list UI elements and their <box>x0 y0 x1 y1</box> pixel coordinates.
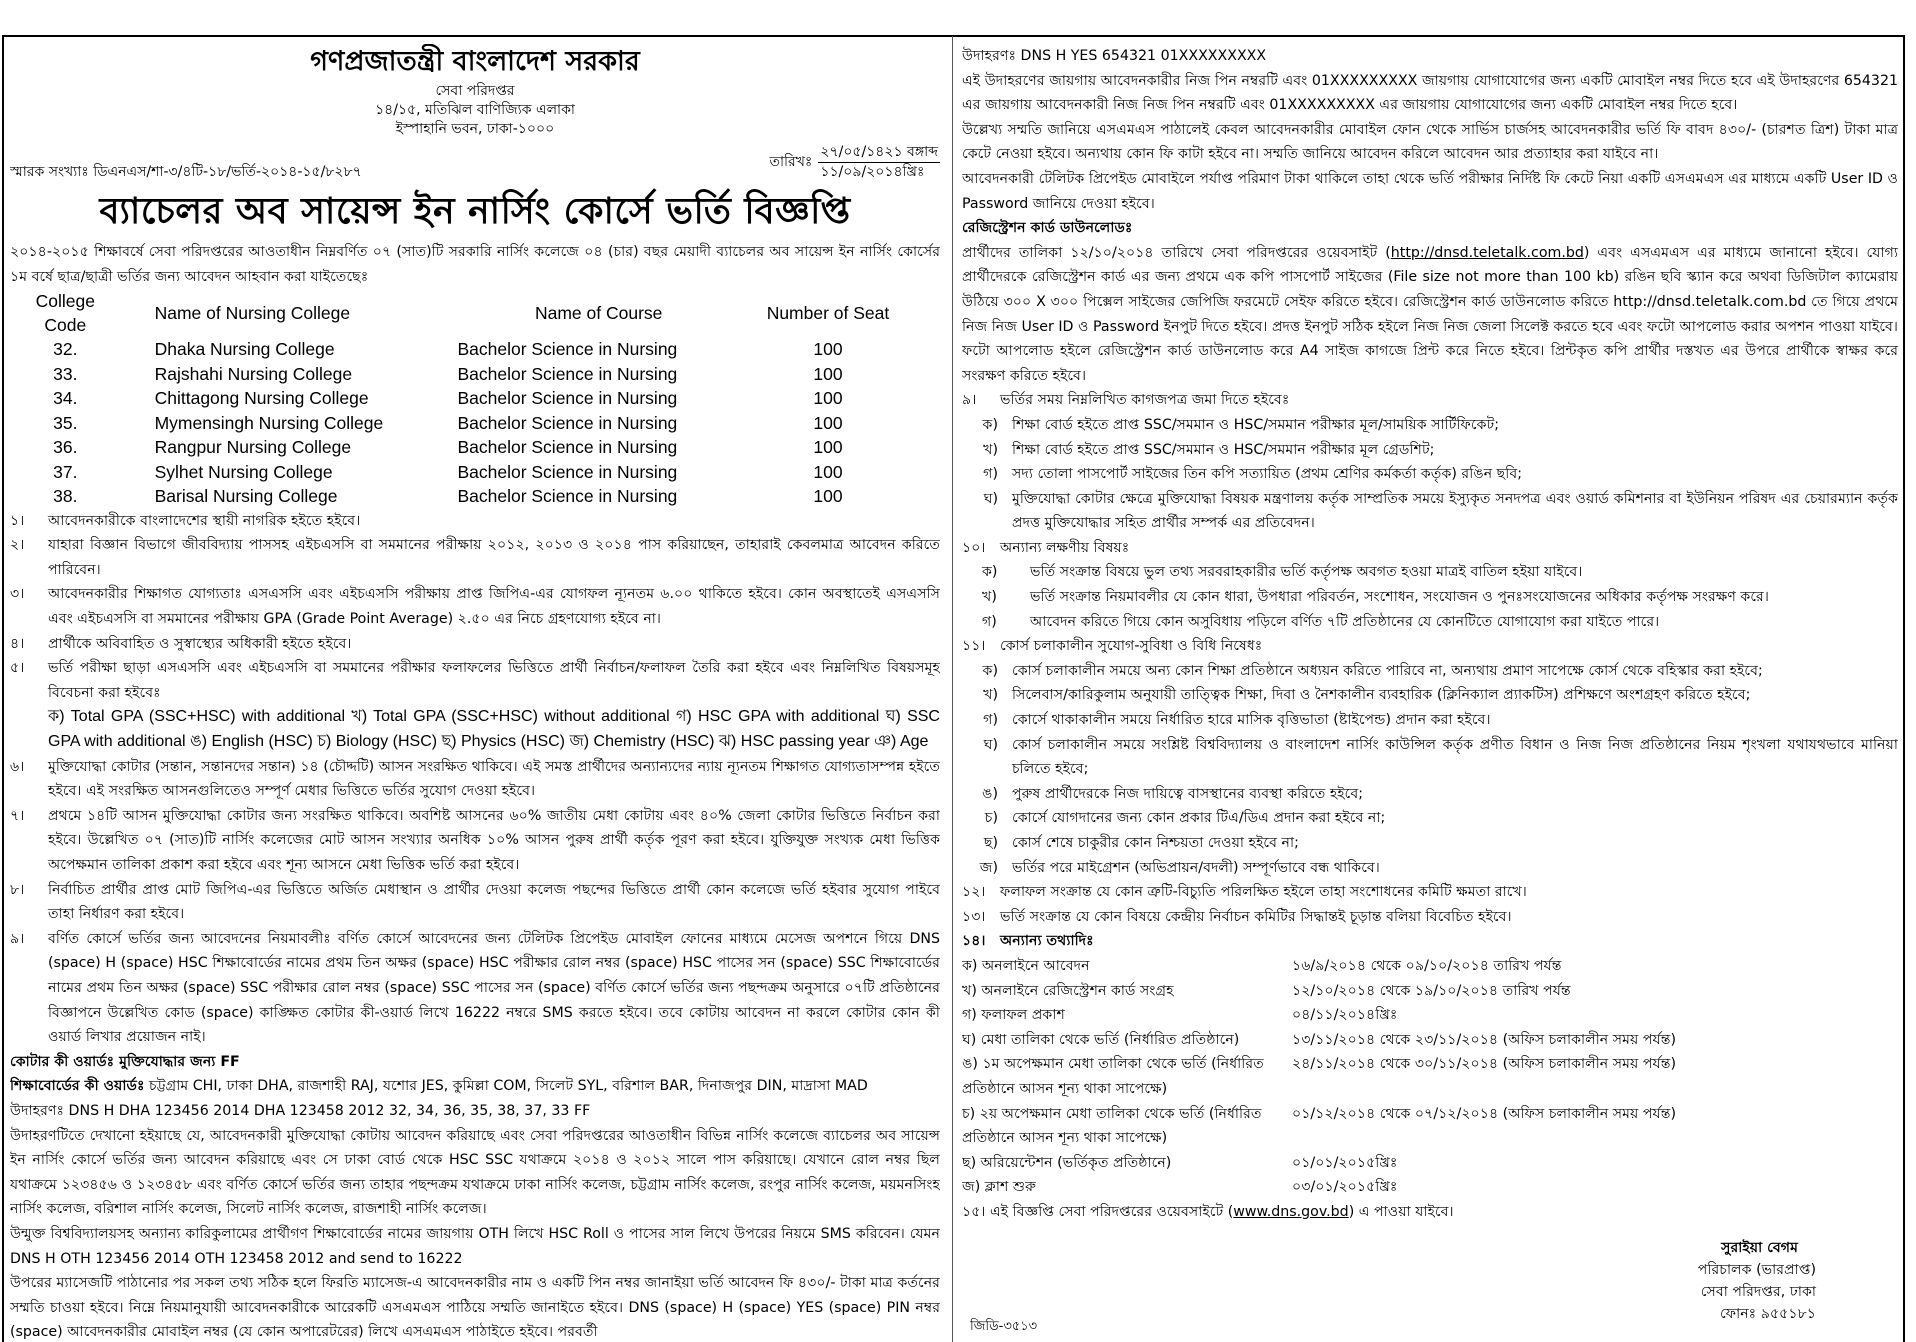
schedule-event: চ) ২য় অপেক্ষমান মেধা তালিকা থেকে ভর্তি (নির্ধারিত প্রতিষ্ঠানে আসন শূন্য থাকা সাপেক্ষে) <box>962 1105 1262 1147</box>
item-label: খ) <box>983 441 998 458</box>
website-note-text: ) এ পাওয়া যাইবে। <box>1348 1203 1454 1220</box>
cell-college: Rajshahi Nursing College <box>154 363 353 384</box>
col-header-college: Name of Nursing College <box>154 303 351 324</box>
sms-example-2: উদাহরণঃ DNS H YES 654321 01XXXXXXXXX <box>962 48 1267 64</box>
condition-number: ৮। <box>10 881 25 898</box>
cell-course: Bachelor Science in Nursing <box>457 339 678 360</box>
section-number: ৯। <box>962 392 977 409</box>
notice-title: ব্যাচেলর অব সায়েন্স ইন নার্সিং কোর্সে ভর্তি বিজ্ঞপ্তি <box>99 191 851 232</box>
schedule-row <box>962 954 1898 979</box>
col-header-course: Name of Course <box>534 303 663 324</box>
cell-seats: 100 <box>813 412 843 433</box>
condition-item <box>10 878 940 927</box>
schedule-date: ০১/০১/২০১৫খ্রিঃ <box>1292 1154 1398 1171</box>
section-title: কোর্স চলাকালীন সুযোগ-সুবিধা ও বিধি নিষেধঃ <box>1000 638 1263 655</box>
board-keywords-label: শিক্ষাবোর্ডের কী ওয়ার্ডঃ <box>10 1078 145 1095</box>
example-2-explanation: এই উদাহরণের জায়গায় আবেদনকারীর নিজ পিন নম্বরটি এবং 01XXXXXXXXX জায়গায় যোগাযোগের জন্য একটি মোবাইল নম্বর দিতে হবে এই উদাহরণের 654321 এর জায়গায় আবেদনকারী নিজ নিজ পিন নম্বরটি এবং 01XXXXXXXXX এর জায়গায় যোগাযোগের জন্য একটি মোবাইল নম্বর দিতে হবে। <box>962 72 1898 114</box>
facility-item <box>962 806 1898 831</box>
condition-text: নির্বাচিত প্রার্থীর প্রাপ্ত মোট জিপিএ-এর ভিত্তিতে অর্জিত মেধাস্থান ও প্রার্থীর দেওয়া কলেজ পছন্দের ভিত্তিতে প্রার্থী কোন কলেজে ভর্তি হইবার সুযোগ পাইবে তাহা নির্ধারণ করা হইবে। <box>48 881 940 923</box>
schedule-date: ১২/১০/২০১৪ থেকে ১৯/১০/২০১৪ তারিখ পর্যন্ত <box>1292 982 1571 999</box>
item-label: ক) <box>982 416 998 433</box>
cell-course: Bachelor Science in Nursing <box>457 412 678 433</box>
schedule-row <box>962 1151 1898 1176</box>
date-block <box>769 143 940 182</box>
facility-heading <box>962 634 1898 659</box>
schedule-row <box>962 1175 1898 1200</box>
notes-heading <box>962 536 1898 561</box>
section-text: ভর্তি সংক্রান্ত যে কোন বিষয়ে কেন্দ্রীয় নির্বাচন কমিটির সিদ্ধান্তই চূড়ান্ত বলিয়া বিবেচিত হইবে। <box>1000 908 1512 925</box>
left-column <box>10 44 940 1342</box>
condition-item <box>10 632 940 657</box>
board-keywords-list: চট্টগ্রাম CHI, ঢাকা DHA, রাজশাহী RAJ, যশোর JES, কুমিল্লা COM, সিলেট SYL, বরিশাল BAR, দিনাজপুর DIN, মাদ্রাসা MAD <box>149 1078 868 1095</box>
example-explanation: উদাহরণটিতে দেখানো হইয়াছে যে, আবেদনকারী মুক্তিযোদ্ধা কোটায় আবেদন করিয়াছে এবং সেবা পরিদপ্তরের আওতাধীন বিভিন্ন নার্সিং কলেজে ব্যাচেলর অব সায়েন্স ইন নার্সিং কোর্সে ভর্তির জন্য আবেদন করিয়াছে এবং সে ঢাকা বোর্ড থেকে HSC SSC যথাক্রমে ২০১৪ ও ২০১২ সালে পাস করিয়াছে। যেখানে রোল নম্বর ছিল যথাক্রমে ১২৩৪৫৬ ও ১২৩৪৫৮ এবং বর্ণিত কোর্সে ভর্তির জন্য তাহার পছন্দক্রম যথাক্রমে ঢাকা নার্সিং কলেজ, চট্টগ্রাম নার্সিং কলেজ, রংপুর নার্সিং কলেজ, ময়মনসিংহ নার্সিং কলেজ, বরিশাল নার্সিং কলেজ, সিলেট নার্সিং কলেজ, রাজশাহী নার্সিং কলেজ। <box>10 1127 940 1218</box>
item-text: কোর্স চলাকালীন সময়ে অন্য কোন শিক্ষা প্রতিষ্ঠানে অধ্যয়ন করিতে পারিবে না, অন্যথায় প্রমাণ সাপেক্ষে কোর্স থেকে বহিস্কার করা হইবে; <box>1012 662 1763 679</box>
schedule-date: ১৩/১১/২০১৪ থেকে ২৩/১১/২০১৪ (অফিস চলাকালীন সময় পর্যন্ত) <box>1292 1031 1677 1048</box>
facility-item <box>962 856 1898 881</box>
condition-text: আবেদনকারীকে বাংলাদেশের স্থায়ী নাগরিক হইতে হইবে। <box>48 512 361 529</box>
condition-number: ৯। <box>10 930 25 947</box>
item-label: ঘ) <box>983 490 998 507</box>
memo-number: স্মারক সংখ্যাঃ ডিএনএস/শা-৩/৪টি-১৮/ভর্তি-২০১৪-১৫/৮২৮৭ <box>10 164 362 180</box>
condition-number: ৭। <box>10 807 25 824</box>
condition-text: যাহারা বিজ্ঞান বিভাগে জীববিদ্যায় পাসসহ এইচএসসি বা সমমানের পরীক্ষায় ২০১২, ২০১৩ ও ২০১৪ পাস করিয়াছেন, তাহারাই কেবলমাত্র আবেদন করিতে পারিবেন। <box>48 537 940 578</box>
condition-number: ৫। <box>10 660 25 677</box>
condition-number <box>10 705 48 754</box>
item-text: মুক্তিযোদ্ধা কোটার ক্ষেত্রে মুক্তিযোদ্ধা বিষয়ক মন্ত্রণালয় কর্তৃক সাম্প্রতিক সময়ে ইস্যুকৃত সনদপত্র এবং ওয়ার্ড কমিশনার বা ইউনিয়ন পরিষদ এর চেয়ারম্যান কর্তৃক প্রদত্ত মুক্তিযোদ্ধার সহিত প্রার্থীর সম্পর্ক এর প্রতিবেদন। <box>1012 490 1898 532</box>
college-table <box>16 289 916 509</box>
section-number: ১৩। <box>962 908 986 925</box>
item-text: শিক্ষা বোর্ড হইতে প্রাপ্ত SSC/সমমান ও HSC/সমমান পরীক্ষার মূল গ্রেডশিট; <box>1012 441 1435 458</box>
schedule-event: ক) অনলাইনে আবেদন <box>962 957 1090 974</box>
cell-seats: 100 <box>813 486 843 507</box>
selection-criteria <box>10 705 940 754</box>
cell-code: 38. <box>53 486 78 507</box>
border-right <box>1903 35 1905 1342</box>
date-english: ১১/০৯/২০১৪খ্রিঃ <box>820 164 925 180</box>
item-label: ক) <box>982 564 998 581</box>
item-text: শিক্ষা বোর্ড হইতে প্রাপ্ত SSC/সমমান ও HSC/সমমান পরীক্ষার মূল/সাময়িক সার্টিফিকেট; <box>1012 416 1500 433</box>
note-item <box>962 610 1898 635</box>
facility-item <box>962 782 1898 807</box>
table-header-row <box>16 289 916 337</box>
condition-item <box>10 509 940 534</box>
documents-heading <box>962 388 1898 413</box>
item-label: গ) <box>982 613 997 630</box>
condition-item <box>10 533 940 582</box>
teletalk-website-link[interactable]: http://dnsd.teletalk.com.bd <box>1390 244 1584 261</box>
condition-text: ভর্তি পরীক্ষা ছাড়া এসএসসি এবং এইচএসসি বা সমমানের পরীক্ষার ফলাফলের ভিত্তিতে প্রার্থী নির্বাচন/ফলাফল তৈরি করা হইবে এবং নিম্নলিখিত বিষয়সমূহ বিবেচনা করা হইবেঃ <box>48 660 940 701</box>
dns-website-link[interactable]: www.dns.gov.bd <box>1233 1203 1349 1220</box>
condition-number: ৪। <box>10 635 25 652</box>
intro-paragraph: ২০১৪-২০১৫ শিক্ষাবর্ষে সেবা পরিদপ্তরের আওতাধীন নিম্নবর্ণিত ০৭ (সাত)টি সরকারি নার্সিং কলেজে ০৪ (চার) বছর মেয়াদী ব্যাচেলর অব সায়েন্স ইন নার্সিং কোর্সের ১ম বর্ষে ছাত্র/ছাত্রী ভর্তির জন্য আবেদন আহবান করা যাইতেছেঃ <box>10 244 940 285</box>
condition-text: প্রার্থীকে অবিবাহিত ও সুস্বাস্থ্যের অধিকারী হইতে হইবে। <box>48 635 352 652</box>
document-item <box>962 462 1898 487</box>
table-row <box>16 411 916 436</box>
facility-item <box>962 733 1898 782</box>
date-bangla: ২৭/০৫/১৪২১ বঙ্গাব্দ <box>818 143 940 163</box>
schedule-event: খ) অনলাইনে রেজিস্ট্রেশন কার্ড সংগ্রহ <box>962 982 1174 999</box>
condition-text: মুক্তিযোদ্ধা কোটার (সন্তান, সন্তানদের সন্তান) ১৪ (চৌদ্দটি) আসন সংরক্ষিত থাকিবে। এই সমস্ত প্রার্থীদের অন্যান্যদের ন্যায় ন্যূনতম শিক্ষাগত যোগ্যতাসম্পন্ন হইতে হইবে। এই সংরক্ষিত আসনগুলিতেও সম্পূর্ণ মেধার ভিত্তিতে ভর্তির সুযোগ দেওয়া হইবে। <box>48 758 940 800</box>
condition-text: প্রথমে ১৪টি আসন মুক্তিযোদ্ধা কোটার জন্য সংরক্ষিত থাকিবে। অবশিষ্ট আসনের ৬০% জাতীয় মেধা কোটায় এবং ৪০% জেলা কোটার ভিত্তিতে নির্বাচন করা হইবে। উল্লেখিত ০৭ (সাত)টি নার্সিং কলেজের মোট আসন সংখ্যার অনধিক ১০% আসন পুরুষ প্রার্থী কর্তৃক পূরণ করা হইবে। যুক্তিযুক্ত সংখ্যক মেধা ভিত্তিক অপেক্ষমান তালিকা প্রকাশ করা হইবে এবং শূন্য আসনে মেধা ভিত্তিক ভর্তি করা হইবে। <box>48 807 940 873</box>
item-text: কোর্স চলাকালীন সময়ে সংশ্লিষ্ট বিশ্ববিদ্যালয় ও বাংলাদেশ নার্সিং কাউন্সিল কর্তৃক প্রণীত বিধান ও নিজ নিজ প্রতিষ্ঠানের নিয়ম শৃংখলা যথাযথভাবে মানিয়া চলিতে হইবে; <box>1012 736 1898 778</box>
item-text: কোর্সে থাকাকালীন সময়ে নির্ধারিত হারে মাসিক বৃত্তিভাতা (ষ্টাইপেন্ড) প্রদান করা হইবে। <box>1012 712 1491 729</box>
open-university-note: উন্মুক্ত বিশ্ববিদ্যালয়সহ অন্যান্য কারিকুলামের প্রার্থীগণ শিক্ষাবোর্ডের নামের জায়গায় OTH লিখে HSC Roll ও পাসের সাল লিখে উপরের নিয়মে SMS করিবেন। যেমন DNS H OTH 123456 2014 OTH 123458 2012 and send to 16222 <box>10 1225 940 1267</box>
condition-text: বর্ণিত কোর্সে ভর্তির জন্য আবেদনের নিয়মাবলীঃ বর্ণিত কোর্সে আবেদনের জন্য টেলিটক প্রিপেইড মোবাইল ফোনের মাধ্যমে মেসেজ অপশনে গিয়ে DNS (space) H (space) HSC শিক্ষাবোর্ডের নামের প্রথম তিন অক্ষর (space) HSC পরীক্ষার রোল নম্বর (space) HSC পাসের সন (space) SSC শিক্ষাবোর্ডের নামের প্রথম তিন অক্ষর (space) SSC পরীক্ষার রোল নম্বর (space) SSC পাসের সন (space) বর্ণিত কোর্সে ভর্তির জন্য পছন্দক্রম অনুসারে ০৭টি প্রতিষ্ঠানের বিজ্ঞাপনে উল্লেখিত কোড (space) কাঙ্ক্ষিত কোটার কী-ওয়ার্ড লিখে 16222 নম্বরে SMS করতে হইবে। তবে কোটায় আবেদন না করলে কোটার কোন কী ওয়ার্ড লিখার প্রয়োজন নাই। <box>48 930 940 1046</box>
item-label: খ) <box>983 687 998 704</box>
address-line-1: ১৪/১৫, মতিঝিল বাণিজ্যিক এলাকা <box>375 102 575 118</box>
column-divider <box>952 36 953 1342</box>
note-item <box>962 585 1898 610</box>
item-label: গ) <box>983 466 998 483</box>
right-column <box>962 44 1898 1342</box>
cell-course: Bachelor Science in Nursing <box>457 437 678 458</box>
item-text: ভর্তি সংক্রান্ত নিয়মাবলীর যে কোন ধারা, উপধারা পরিবর্তন, সংশোধন, সংযোজন ও পুনঃসংযোজনের অধিকার কর্তৃপক্ষ সংরক্ষণ করে। <box>1030 589 1769 606</box>
cell-college: Dhaka Nursing College <box>154 339 335 360</box>
document-item <box>962 438 1898 463</box>
condition-item <box>10 656 940 705</box>
schedule-date: ০১/১২/২০১৪ থেকে ০৭/১২/২০১৪ (অফিস চলাকালীন সময় পর্যন্ত) <box>1292 1105 1677 1122</box>
table-row <box>16 362 916 387</box>
cell-college: Mymensingh Nursing College <box>154 412 384 433</box>
section-number: ১০। <box>962 539 986 556</box>
signatory-phone: ফোনঃ ৯৫৫১৮১ <box>1719 1305 1816 1322</box>
item-text: আবেদন করিতে গিয়ে কোন অসুবিধায় পড়িলে বর্ণিত ৭টি প্রতিষ্ঠানের যে কোনটিতে যোগাযোগ করা যাইতে পারে। <box>1030 613 1660 630</box>
col-header-seats: Number of Seat <box>766 303 890 324</box>
signatory-title: পরিচালক (ভারপ্রাপ্ত) <box>1697 1261 1816 1278</box>
schedule-event: গ) ফলাফল প্রকাশ <box>962 1007 1065 1024</box>
criteria-text: ক) Total GPA (SSC+HSC) with additional খ) Total GPA (SSC+HSC) without additional গ) HSC GPA with additional ঘ) SSC GPA with additional ঙ) English (HSC) চ) Biology (HSC) ছ) Physics (HSC) জ) Chemistry (HSC) ঝ) HSC passing year ঞ) Age <box>48 708 940 751</box>
item-text: কোর্স শেষে চাকুরীর কোন নিশ্চয়তা দেওয়া হইবে না; <box>1012 835 1299 851</box>
signature-block <box>962 1237 1898 1325</box>
reply-message-note: উপরের ম্যাসেজটি পাঠানোর পর সকল তথ্য সঠিক হলে ফিরতি ম্যাসেজ-এ আবেদনকারীর নাম ও একটি পিন নম্বর জানাইয়া ভর্তি আবেদন ফি ৪৩০/- টাকা মাত্র কর্তনের সম্মতি চাওয়া হইবে। নিম্নে নিয়মানুযায়ী আবেদনকারীকে আরেকটি এসএমএস পাঠিয়ে সম্মতি জানাইতে হইবে। DNS (space) H (space) YES (space) PIN নম্বর (space) আবেদনকারীর মোবাইল নম্বর (যে কোন অপারেটরের) লিখে এসএমএস পাঠাইতে হইবে। পরবর্তী <box>10 1275 940 1341</box>
document-item <box>962 413 1898 438</box>
registration-text-part: ) এবং এসএমএস এর মাধ্যমে জানানো হইবে। যোগ্য প্রার্থীদেরকে রেজিস্ট্রেশন কার্ড এর জন্য প্রথমে এক কপি পাসপোর্ট সাইজের (File size not more than 100 kb) রঙিন ছবি স্ক্যান করে অথবা ডিজিটাল ক্যামেরায় উঠিয়ে ৩০০ X ৩০০ পিক্সেল সাইজের জেপিজি ফরমেটে সেইফ করিতে হইবে। রেজিস্ট্রেশন কার্ড ডাউনলোড করিতে http://dnsd.teletalk.com.bd তে গিয়ে প্রথমে নিজ নিজ User ID ও Password ইনপুট দিতে হইবে। প্রদত্ত ইনপুট সঠিক হইলে নিজ নিজ জেলা সিলেক্ট করতে হবে এবং ফটো আপলোড করার অপশন পাওয়া যাইবে। ফটো আপলোড হইলে রেজিস্ট্রেশন কার্ড ডাউনলোড করে A4 সাইজ কাগজে প্রিন্ট করে নিতে হইবে। প্রিন্টকৃত কপি প্রার্থীর দস্তখত এর উপরে প্রার্থীকে স্বাক্ষর করে সংরক্ষণ করিতে হইবে। <box>962 244 1898 384</box>
item-label: ঘ) <box>983 736 998 753</box>
facility-item <box>962 683 1898 708</box>
condition-item <box>10 804 940 878</box>
table-row <box>16 435 916 460</box>
result-correction <box>962 880 1898 905</box>
table-row <box>16 386 916 411</box>
cell-code: 33. <box>53 363 78 384</box>
section-number: ১৪। <box>962 933 986 950</box>
date-label: তারিখঃ <box>769 154 813 170</box>
cell-course: Bachelor Science in Nursing <box>457 388 678 409</box>
item-label: খ) <box>982 589 997 606</box>
facility-item <box>962 708 1898 733</box>
condition-text: আবেদনকারীর শিক্ষাগত যোগ্যতাঃ এসএসসি এবং এইচএসসি পরীক্ষায় প্রাপ্ত জিপিএ-এর যোগফল ন্যূনতম ৬.০০ থাকিতে হইবে। কোন অবস্থাতেই এসএসসি এবং এইচএসসি বা সমমানের পরীক্ষায় GPA (Grade Point Average) ২.৫০ এর নিচে গ্রহণযোগ্য হইবে না। <box>48 586 940 628</box>
item-label: ছ) <box>983 835 998 851</box>
schedule-event: জ) ক্লাশ শুরু <box>962 1179 1036 1196</box>
item-text: সিলেবাস/কারিকুলাম অনুযায়ী তাত্ত্বিক শিক্ষা, দিবা ও নৈশকালীন ব্যবহারিক (ক্লিনিক্যাল প্র্যাকটিস) প্রশিক্ষণে অংশগ্রহণ করিতে হইবে; <box>1012 687 1751 704</box>
cell-seats: 100 <box>813 388 843 409</box>
section-title: অন্যান্য তথ্যাদিঃ <box>1000 933 1094 950</box>
schedule-event: ঙ) ১ম অপেক্ষমান মেধা তালিকা থেকে ভর্তি (নির্ধারিত প্রতিষ্ঠানে আসন শূন্য থাকা সাপেক্ষে) <box>962 1056 1264 1097</box>
schedule-row <box>962 1102 1898 1151</box>
signatory-name: সুরাইয়া বেগম <box>1721 1239 1798 1256</box>
table-row <box>16 460 916 485</box>
item-label: চ) <box>984 810 998 827</box>
section-text: ফলাফল সংক্রান্ত যে কোন ত্রুটি-বিচ্যুতি পরিলক্ষিত হইলে তাহা সংশোধনের কমিটি ক্ষমতা রাখে। <box>1000 884 1527 901</box>
table-row <box>16 484 916 509</box>
schedule-event: ছ) অরিয়েন্টেশন (ভর্তিকৃত প্রতিষ্ঠানে) <box>962 1154 1172 1171</box>
sms-example-1: উদাহরণঃ DNS H DHA 123456 2014 DHA 123458 2012 32, 34, 36, 35, 38, 37, 33 FF <box>10 1102 591 1119</box>
section-title: ভর্তির সময় নিম্নলিখিত কাগজপত্র জমা দিতে হইবেঃ <box>1000 392 1290 409</box>
cell-seats: 100 <box>813 461 843 482</box>
border-left <box>2 35 4 1342</box>
condition-number: ৩। <box>10 586 25 603</box>
schedule-row <box>962 1052 1898 1101</box>
condition-number: ২। <box>10 537 25 554</box>
document-item <box>962 487 1898 536</box>
memo-row <box>10 143 940 182</box>
registration-title: রেজিস্ট্রেশন কার্ড ডাউনলোডঃ <box>962 220 1133 237</box>
border-top <box>2 35 1905 37</box>
cell-college: Rangpur Nursing College <box>154 437 352 458</box>
item-text: সদ্য তোলা পাসপোর্ট সাইজের তিন কপি সত্যায়িত (প্রথম শ্রেণির কর্মকর্তা কর্তৃক) রঙিন ছবি; <box>1012 466 1523 483</box>
item-label: গ) <box>983 712 998 729</box>
fee-note: উল্লেখ্য সম্মতি জানিয়ে এসএমএস পাঠালেই কেবল আবেদনকারীর মোবাইল ফোন থেকে সার্ভিস চার্জসহ আবেদনকারীর ভর্তি ফি বাবদ ৪৩০/- (চারশত ত্রিশ) টাকা মাত্র কেটে নেওয়া হইবে। অন্যথায় কোন ফি কাটা হইবে না। সম্মতি জানিয়ে আবেদন করিলে আবেদন আর প্রত্যাহার করা যাইবে না। <box>962 121 1898 163</box>
condition-number: ১। <box>10 512 25 529</box>
schedule-row <box>962 1003 1898 1028</box>
website-note <box>962 1200 1898 1225</box>
cell-code: 37. <box>53 461 78 482</box>
item-text: পুরুষ প্রার্থীদেরকে নিজ দায়িত্বে বাসস্থানের ব্যবস্থা করিতে হইবে; <box>1012 785 1364 802</box>
department-name: সেবা পরিদপ্তর <box>435 83 515 99</box>
cell-code: 32. <box>53 339 78 360</box>
schedule-event: ঘ) মেধা তালিকা থেকে ভর্তি (নির্ধারিত প্রতিষ্ঠানে) <box>962 1031 1240 1048</box>
condition-item <box>10 755 940 804</box>
note-item <box>962 560 1898 585</box>
condition-item <box>10 582 940 631</box>
website-note-text: ১৫। এই বিজ্ঞপ্তি সেবা পরিদপ্তরের ওয়েবসাইটে ( <box>962 1203 1234 1220</box>
signatory-office: সেবা পরিদপ্তর, ঢাকা <box>1700 1283 1816 1300</box>
col-header-code: College Code <box>35 291 95 336</box>
schedule-date: ১৬/৯/২০১৪ থেকে ০৯/১০/২০১৪ তারিখ পর্যন্ত <box>1292 957 1562 974</box>
cell-code: 35. <box>53 412 78 433</box>
section-number: ১২। <box>962 884 986 901</box>
committee-decision <box>962 905 1898 930</box>
item-label: ঙ) <box>982 785 998 802</box>
teletalk-note: আবেদনকারী টেলিটক প্রিপেইড মোবাইলে পর্যাপ্ত পরিমাণ টাকা থাকিলে তাহা থেকে ভর্তি পরীক্ষার নির্দিষ্ট ফি কেটে নিয়া একটি এসএমএস এর মাধ্যমে একটি User ID ও Password জানিয়ে দেওয়া হইবে। <box>962 170 1898 212</box>
cell-code: 34. <box>53 388 78 409</box>
item-text: ভর্তির পরে মাইগ্রেশন (অভিপ্রায়ন/বদলী) সম্পূর্ণভাবে বন্ধ থাকিবে। <box>1012 859 1380 876</box>
item-text: ভর্তি সংক্রান্ত বিষয়ে ভুল তথ্য সরবরাহকারীর ভর্তি কর্তৃপক্ষ অবগত হওয়া মাত্রই বাতিল হইয়া যাইবে। <box>1030 564 1583 581</box>
condition-number: ৬। <box>10 758 25 775</box>
cell-seats: 100 <box>813 363 843 384</box>
board-keywords <box>10 1074 940 1099</box>
registration-text-part: প্রার্থীদের তালিকা ১২/১০/২০১৪ তারিখে সেবা পরিদপ্তরের ওয়েবসাইট ( <box>962 244 1391 261</box>
table-row <box>16 337 916 362</box>
cell-college: Chittagong Nursing College <box>154 388 369 409</box>
cell-course: Bachelor Science in Nursing <box>457 363 678 384</box>
schedule-heading <box>962 929 1898 954</box>
item-label: জ) <box>979 859 998 876</box>
schedule-date: ২৪/১১/২০১৪ থেকে ৩০/১১/২০১৪ (অফিস চলাকালীন সময় পর্যন্ত) <box>1292 1056 1677 1073</box>
item-label: ক) <box>982 662 998 679</box>
cell-seats: 100 <box>813 339 843 360</box>
cell-code: 36. <box>53 437 78 458</box>
facility-item <box>962 831 1898 856</box>
section-number: ১১। <box>962 638 986 655</box>
cell-course: Bachelor Science in Nursing <box>457 486 678 507</box>
cell-college: Sylhet Nursing College <box>154 461 333 482</box>
government-title: গণপ্রজাতন্ত্রী বাংলাদেশ সরকার <box>310 46 640 77</box>
schedule-row <box>962 1028 1898 1053</box>
address-line-2: ইস্পাহানি ভবন, ঢাকা-১০০০ <box>395 121 555 137</box>
condition-item <box>10 927 940 1050</box>
schedule-row <box>962 979 1898 1004</box>
item-text: কোর্সে যোগদানের জন্য কোন প্রকার টিএ/ডিএ প্রদান করা হইবে না; <box>1012 810 1386 827</box>
quota-keyword: কোটার কী ওয়ার্ডঃ মুক্তিযোদ্ধার জন্য FF <box>10 1053 240 1070</box>
registration-text <box>962 241 1898 389</box>
schedule-date: ০৪/১১/২০১৪খ্রিঃ <box>1292 1007 1398 1024</box>
cell-college: Barisal Nursing College <box>154 486 338 507</box>
gd-reference: জিডি-৩৫১৩ <box>970 1319 1038 1335</box>
cell-seats: 100 <box>813 437 843 458</box>
schedule-date: ০৩/০১/২০১৫খ্রিঃ <box>1292 1179 1398 1196</box>
cell-course: Bachelor Science in Nursing <box>457 461 678 482</box>
section-title: অন্যান্য লক্ষণীয় বিষয়ঃ <box>1000 539 1130 556</box>
facility-item <box>962 659 1898 684</box>
